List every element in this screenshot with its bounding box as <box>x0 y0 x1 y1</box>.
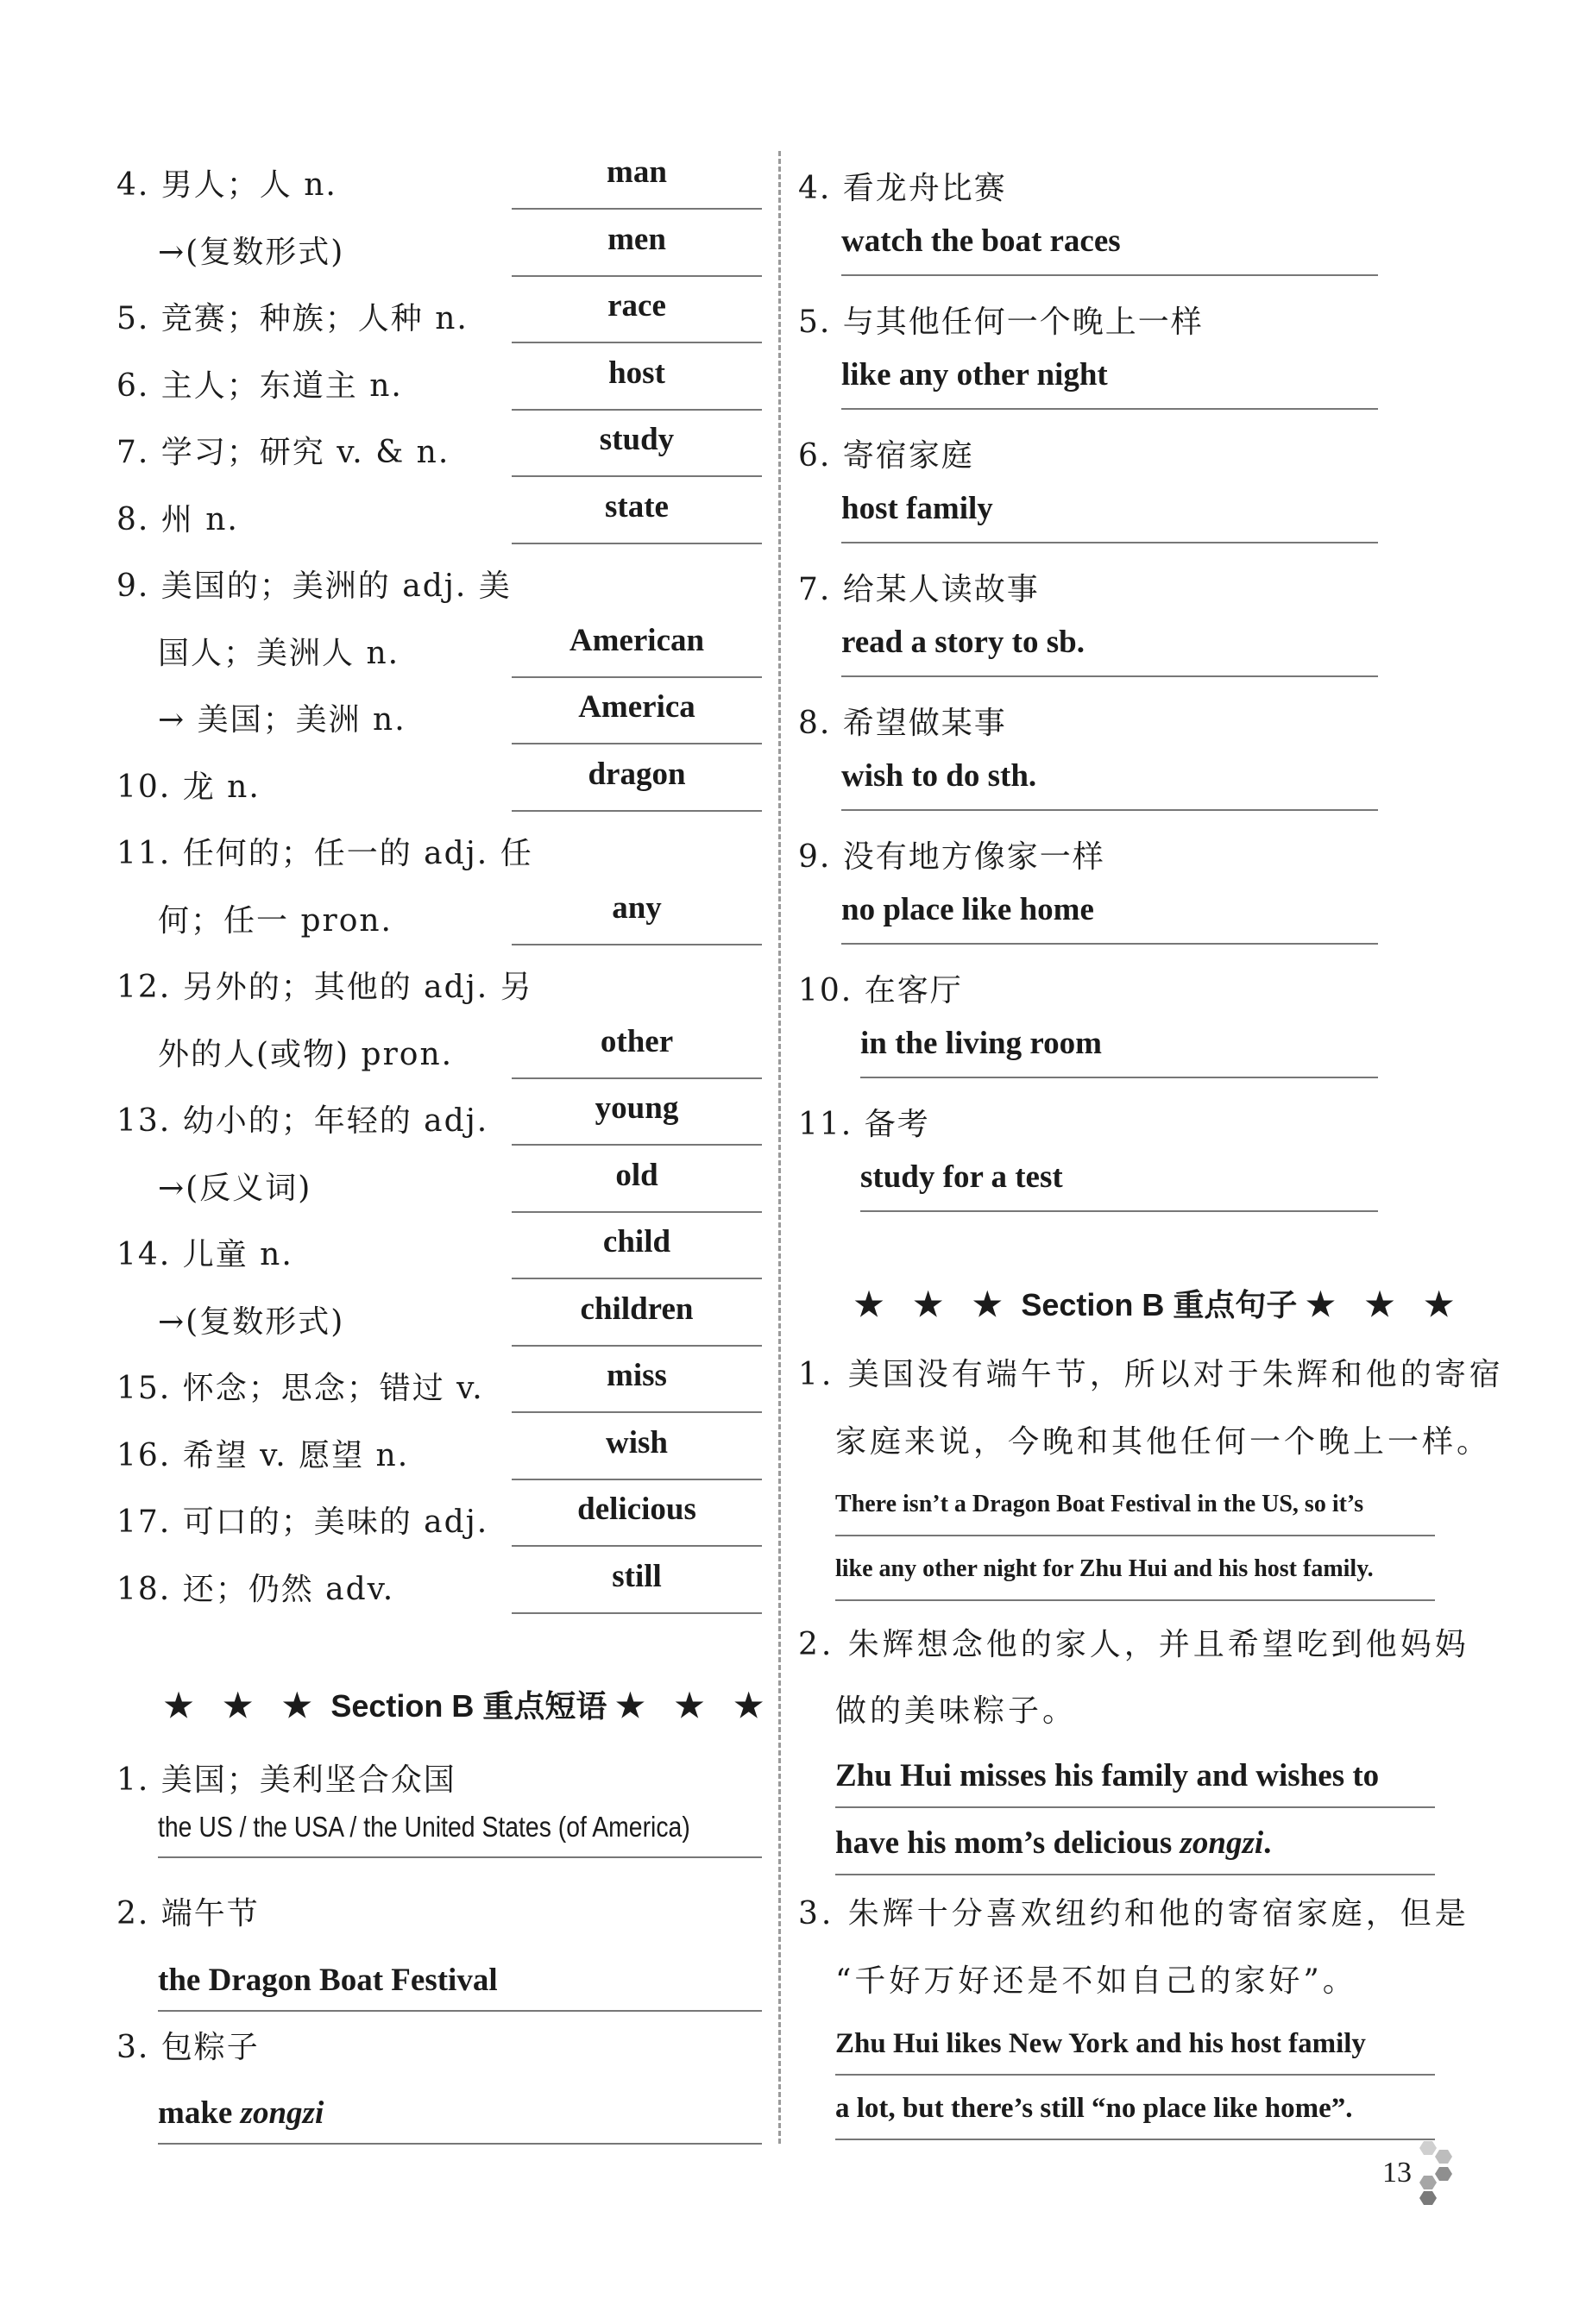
vocab-answer: miss <box>512 1351 762 1413</box>
vocab-row <box>116 677 772 744</box>
vocab-prompt: 16. 希望 v. 愿望 n. <box>116 1437 410 1473</box>
vocab-prompt: 何；任一 pron. <box>158 902 393 939</box>
vocab-answer: America <box>512 682 762 744</box>
vocab-prompt: 4. 男人；人 n. <box>116 167 337 203</box>
vocab-answer: race <box>512 281 762 343</box>
vocab-prompt: 10. 龙 n. <box>116 769 261 805</box>
vocab-row <box>116 1346 772 1413</box>
vocab-prompt: 6. 主人；东道主 n. <box>116 367 403 404</box>
vocab-prompt: 11. 任何的；任一的 adj. 任 <box>116 836 533 871</box>
vocab-row <box>116 1547 772 1614</box>
sentence-answer: like any other night for Zhu Hui and his host family. <box>835 1544 1435 1601</box>
vocab-answer: any <box>512 883 762 945</box>
answer-italic: zongzi <box>240 2095 324 2131</box>
vocab-answer: young <box>512 1083 762 1146</box>
vocab-prompt: 14. 儿童 n. <box>116 1237 293 1272</box>
phrase-prompt: 5. 与其他任何一个晚上一样 <box>798 305 1204 340</box>
vocab-prompt: 国人；美洲人 n. <box>158 635 400 671</box>
vocab-row <box>116 276 772 343</box>
phrase-answer-row <box>798 207 1454 276</box>
phrase-prompt-row <box>798 677 1454 746</box>
answer-plain: make <box>158 2095 241 2131</box>
phrase-answer-row <box>798 1009 1454 1078</box>
left-phrase-answer <box>158 2089 762 2145</box>
left-phrase-prompt: 1. 美国；美利坚合众国 <box>116 1762 456 1798</box>
sentence-prompt: “千好万好还是不如自己的家好”。 <box>835 1963 1357 1999</box>
vocab-prompt: 13. 幼小的；年轻的 adj. <box>116 1103 489 1139</box>
vocab-prompt: →(反义词) <box>158 1170 312 1206</box>
phrase-prompt-row <box>798 945 1454 1014</box>
sentence-answer <box>835 1818 1435 1875</box>
answer-italic: zongzi <box>1180 1825 1264 1861</box>
phrase-prompt: 9. 没有地方像家一样 <box>798 839 1105 875</box>
phrase-answer: watch the boat races <box>841 217 1378 276</box>
sentence-prompt: 3. 朱辉十分喜欢纽约和他的寄宿家庭，但是 <box>798 1896 1469 1931</box>
vocab-row <box>116 945 772 1012</box>
vocab-prompt: 17. 可口的；美味的 adj. <box>116 1504 489 1540</box>
vocab-prompt: 8. 州 n. <box>116 501 239 537</box>
phrase-answer: wish to do sth. <box>841 752 1378 811</box>
vocab-row <box>116 142 772 210</box>
vocab-row <box>116 744 772 812</box>
vocab-answer: American <box>512 616 762 678</box>
sentence-answer: Zhu Hui likes New York and his host family <box>835 2019 1435 2076</box>
vocab-answer: delicious <box>512 1485 762 1547</box>
phrase-answer: no place like home <box>841 886 1378 945</box>
vocab-row <box>116 1212 772 1279</box>
vocab-row <box>116 1413 772 1480</box>
section-title-text: Section B 重点短语 <box>330 1688 607 1724</box>
vocab-row <box>116 210 772 277</box>
vocab-prompt: → 美国；美洲 n. <box>158 702 406 738</box>
phrase-answer: read a story to sb. <box>841 619 1378 677</box>
vocab-answer: state <box>512 482 762 544</box>
phrase-prompt-row <box>798 543 1454 612</box>
sentence-answer: a lot, but there’s still “no place like home”. <box>835 2083 1435 2140</box>
left-phrase-answer: the Dragon Boat Festival <box>158 1957 762 2012</box>
left-phrase-answer <box>158 1803 762 1858</box>
sentence-prompt: 做的美味粽子。 <box>835 1693 1078 1729</box>
left-phrase-answer-text: the US / the USA / the United States (of America) <box>158 1811 690 1843</box>
vocab-answer: study <box>512 415 762 477</box>
phrase-answer: like any other night <box>841 351 1378 410</box>
phrase-answer: study for a test <box>860 1153 1378 1212</box>
vocab-prompt: 外的人(或物) pron. <box>158 1036 454 1072</box>
phrase-answer-row <box>798 742 1454 811</box>
vocab-row <box>116 343 772 411</box>
vocab-answer: child <box>512 1217 762 1279</box>
vocab-row <box>116 611 772 678</box>
vocab-row <box>116 477 772 544</box>
vocab-prompt: →(复数形式) <box>158 1303 345 1340</box>
vocab-row <box>116 1279 772 1347</box>
vocab-prompt: 9. 美国的；美洲的 adj. 美 <box>116 568 512 604</box>
sentence-answer: Zhu Hui misses his family and wishes to <box>835 1751 1435 1808</box>
vocab-prompt: 12. 另外的；其他的 adj. 另 <box>116 970 533 1005</box>
phrase-prompt-row <box>798 1078 1454 1147</box>
vocab-prompt: 7. 学习；研究 v. & n. <box>116 435 450 470</box>
vocab-prompt: 15. 怀念；思念；错过 v. <box>116 1371 484 1406</box>
section-title-text: Section B 重点句子 <box>1021 1287 1298 1322</box>
phrase-answer-row <box>798 341 1454 410</box>
phrase-prompt: 4. 看龙舟比赛 <box>798 171 1007 206</box>
vocab-row <box>116 1078 772 1146</box>
vocab-row <box>116 1146 772 1213</box>
sentence-prompt: 2. 朱辉想念他的家人，并且希望吃到他妈妈 <box>798 1627 1469 1662</box>
phrase-answer-row <box>798 876 1454 945</box>
vocab-prompt: →(复数形式) <box>158 234 345 270</box>
phrase-prompt-row <box>798 142 1454 211</box>
column-divider <box>778 151 781 2144</box>
phrase-prompt: 8. 希望做某事 <box>798 706 1007 741</box>
section-title-phrases <box>164 1682 774 1726</box>
sentence-prompt: 家庭来说，今晚和其他任何一个晚上一样。 <box>835 1424 1492 1460</box>
phrase-prompt-row <box>798 811 1454 880</box>
section-title-sentences <box>854 1281 1464 1325</box>
answer-plain: have his mom’s delicious <box>835 1825 1180 1861</box>
phrase-answer: host family <box>841 485 1378 543</box>
vocab-answer: wish <box>512 1418 762 1480</box>
vocab-answer: children <box>512 1284 762 1347</box>
vocab-row <box>116 410 772 477</box>
left-phrase-prompt: 3. 包粽子 <box>116 2030 260 2065</box>
sentence-prompt: 1. 美国没有端午节，所以对于朱辉和他的寄宿 <box>798 1357 1504 1392</box>
phrase-answer-row <box>798 608 1454 677</box>
phrase-answer-row <box>798 474 1454 543</box>
vocab-answer: old <box>512 1151 762 1213</box>
stars-left: ★ ★ ★ <box>854 1287 1013 1323</box>
answer-end: . <box>1263 1825 1272 1861</box>
page-number: 13 <box>1382 2157 1412 2189</box>
phrase-answer: in the living room <box>860 1020 1378 1078</box>
vocab-prompt: 18. 还；仍然 adv. <box>116 1571 395 1607</box>
phrase-prompt: 7. 给某人读故事 <box>798 572 1040 607</box>
vocab-answer: man <box>512 148 762 210</box>
stars-left: ★ ★ ★ <box>164 1688 323 1724</box>
vocab-row <box>116 543 772 611</box>
vocab-row <box>116 1012 772 1079</box>
phrase-prompt: 6. 寄宿家庭 <box>798 438 974 474</box>
stars-right: ★ ★ ★ <box>615 1688 774 1724</box>
vocab-answer: still <box>512 1552 762 1614</box>
vocab-row <box>116 878 772 945</box>
phrase-prompt: 10. 在客厅 <box>798 973 963 1008</box>
phrase-prompt: 11. 备考 <box>798 1107 930 1142</box>
stars-right: ★ ★ ★ <box>1306 1287 1464 1323</box>
vocab-prompt: 5. 竞赛；种族；人种 n. <box>116 301 469 336</box>
phrase-prompt-row <box>798 276 1454 345</box>
phrase-prompt-row <box>798 410 1454 479</box>
left-phrase-prompt: 2. 端午节 <box>116 1896 260 1931</box>
vocab-answer: other <box>512 1017 762 1079</box>
vocab-answer: dragon <box>512 750 762 812</box>
vocab-row <box>116 811 772 878</box>
vocab-row <box>116 1479 772 1547</box>
hexagon-decoration-icon <box>1406 2139 1458 2208</box>
vocab-answer: men <box>512 215 762 277</box>
vocab-answer: host <box>512 349 762 411</box>
phrase-answer-row <box>798 1143 1454 1212</box>
sentence-answer: There isn’t a Dragon Boat Festival in the US, so it’s <box>835 1479 1435 1536</box>
